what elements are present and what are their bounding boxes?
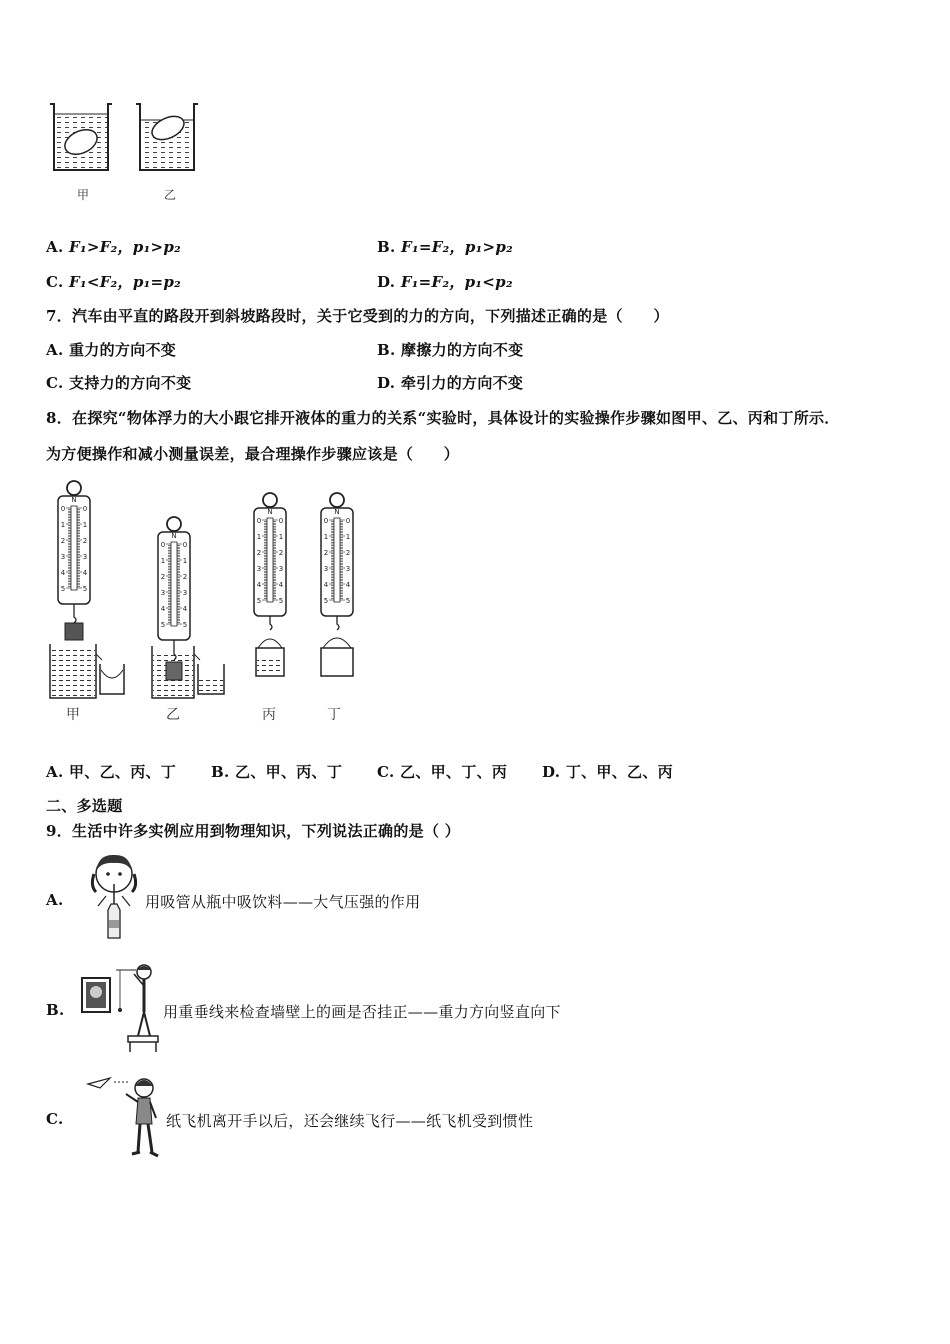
plumb-line-picture-illustration (80, 962, 164, 1054)
scale-tube (267, 518, 273, 602)
spring-scale-ding (321, 493, 353, 630)
q8-spring-scales-figure (44, 478, 364, 698)
q7-stem: 7．汽车由平直的路段开到斜坡路段时，关于它受到的力的方向，下列描述正确的是（ ） (46, 307, 669, 325)
scale-tube (171, 542, 177, 626)
scale-tick-label: 0 (256, 517, 262, 525)
scale-tick-label: 4 (182, 605, 188, 613)
scale-ring (330, 493, 344, 507)
scale-tick-label: 2 (278, 549, 284, 557)
scale-tick-label: 2 (60, 537, 66, 545)
scale-tick-label: 5 (256, 597, 262, 605)
ding-apparatus (321, 638, 353, 676)
q9-option-c-label[interactable]: C. (46, 1110, 64, 1128)
scale-tick-label: 4 (160, 605, 166, 613)
paper-airplane-boy-illustration (84, 1072, 168, 1162)
bing-apparatus (256, 639, 284, 676)
jia-apparatus (50, 623, 124, 698)
scale-tick-label: 1 (60, 521, 66, 529)
q6-option-d[interactable]: D. F₁=F₂，p₁<p₂ (377, 273, 513, 291)
scale-ring (167, 517, 181, 531)
q6-option-a[interactable]: A. F₁>F₂，p₁>p₂ (46, 238, 181, 256)
section-title-multiple-choice: 二、多选题 (46, 797, 123, 815)
q6-option-c[interactable]: C. F₁<F₂，p₁=p₂ (46, 273, 182, 291)
yi-apparatus (152, 646, 224, 698)
scale-tick-label: 0 (278, 517, 284, 525)
q8-option-b[interactable]: B. 乙、甲、丙、丁 (211, 763, 343, 781)
scale-tick-label: 1 (345, 533, 351, 541)
q9-option-b-label[interactable]: B. (46, 1001, 65, 1019)
q7-option-c[interactable]: C. 支持力的方向不变 (46, 374, 192, 392)
scale-tick-label: 0 (160, 541, 166, 549)
q6-option-b[interactable]: B. F₁=F₂，p₁>p₂ (377, 238, 514, 256)
scale-unit-label: N (71, 496, 77, 504)
q9-option-c-text[interactable]: 纸飞机离开手以后，还会继续飞行——纸飞机受到惯性 (166, 1112, 534, 1130)
scale-tube (71, 506, 77, 590)
scale-tick-label: 0 (182, 541, 188, 549)
q9-option-b-text[interactable]: 用重垂线来检查墙壁上的画是否挂正——重力方向竖直向下 (163, 1003, 561, 1021)
scale-tick-label: 3 (82, 553, 88, 561)
scale-tick-label: 3 (323, 565, 329, 573)
spring-scale-jia (58, 481, 90, 623)
scale-tick-label: 4 (323, 581, 329, 589)
scale-tick-label: 2 (82, 537, 88, 545)
scale-tick-label: 3 (160, 589, 166, 597)
beaker-yi (136, 104, 198, 170)
beaker-jia (50, 104, 112, 170)
scale-tick-label: 0 (82, 505, 88, 513)
scale-tick-label: 5 (345, 597, 351, 605)
scale-tick-label: 5 (323, 597, 329, 605)
q8-stem-line2: 为方便操作和减小测量误差，最合理操作步骤应该是（ ） (46, 445, 460, 463)
scale-tick-label: 4 (60, 569, 66, 577)
scale-tick-label: 4 (256, 581, 262, 589)
q9-stem: 9．生活中许多实例应用到物理知识，下列说法正确的是（ ） (46, 822, 461, 840)
scale-tick-label: 2 (256, 549, 262, 557)
q8-figure-label-ding: 丁 (327, 707, 341, 723)
scale-tube (334, 518, 340, 602)
q8-option-c[interactable]: C. 乙、甲、丁、丙 (377, 763, 508, 781)
scale-tick-label: 4 (82, 569, 88, 577)
scale-tick-label: 4 (345, 581, 351, 589)
q8-option-d[interactable]: D. 丁、甲、乙、丙 (542, 763, 673, 781)
scale-unit-label: N (334, 508, 340, 516)
scale-tick-label: 5 (82, 585, 88, 593)
scale-tick-label: 0 (60, 505, 66, 513)
scale-unit-label: N (171, 532, 177, 540)
q9-option-a-label[interactable]: A. (46, 891, 64, 909)
scale-ring (263, 493, 277, 507)
scale-tick-label: 1 (182, 557, 188, 565)
scale-tick-label: 3 (182, 589, 188, 597)
scale-unit-label: N (267, 508, 273, 516)
scale-tick-label: 1 (323, 533, 329, 541)
scale-tick-label: 1 (278, 533, 284, 541)
girl-drinking-straw-illustration (84, 852, 144, 944)
scale-tick-label: 0 (345, 517, 351, 525)
scale-tick-label: 5 (182, 621, 188, 629)
scale-tick-label: 1 (160, 557, 166, 565)
scale-tick-label: 1 (82, 521, 88, 529)
scale-tick-label: 2 (323, 549, 329, 557)
q6-figure-label-yi: 乙 (164, 188, 177, 202)
scale-tick-label: 3 (256, 565, 262, 573)
q7-option-a[interactable]: A. 重力的方向不变 (46, 341, 177, 359)
scale-ring (67, 481, 81, 495)
scale-tick-label: 2 (160, 573, 166, 581)
q7-option-b[interactable]: B. 摩擦力的方向不变 (377, 341, 524, 359)
scale-tick-label: 1 (256, 533, 262, 541)
scale-tick-label: 3 (345, 565, 351, 573)
spring-scale-yi (158, 517, 190, 660)
q6-figure-label-jia: 甲 (77, 188, 90, 202)
q9-option-a-text[interactable]: 用吸管从瓶中吸饮料——大气压强的作用 (145, 893, 421, 911)
scale-tick-label: 4 (278, 581, 284, 589)
q8-figure-label-bing: 丙 (262, 707, 276, 723)
q7-option-d[interactable]: D. 牵引力的方向不变 (377, 374, 524, 392)
scale-hook (74, 604, 76, 623)
q8-option-a[interactable]: A. 甲、乙、丙、丁 (46, 763, 177, 781)
scale-tick-label: 3 (60, 553, 66, 561)
scale-tick-label: 2 (345, 549, 351, 557)
q8-figure-label-yi: 乙 (166, 707, 180, 723)
scale-tick-label: 5 (60, 585, 66, 593)
q8-figure-label-jia: 甲 (66, 707, 80, 723)
spring-scale-bing (254, 493, 286, 630)
scale-tick-label: 5 (160, 621, 166, 629)
q8-stem-line1: 8．在探究“物体浮力的大小跟它排开液体的重力的关系“实验时，具体设计的实验操作步骤如图甲、乙、丙和丁所示． (46, 409, 840, 427)
scale-tick-label: 0 (323, 517, 329, 525)
scale-tick-label: 2 (182, 573, 188, 581)
scale-tick-label: 5 (278, 597, 284, 605)
q6-beakers-figure (48, 100, 208, 180)
scale-tick-label: 3 (278, 565, 284, 573)
scale-hook (337, 616, 339, 630)
scale-hook (270, 616, 272, 630)
